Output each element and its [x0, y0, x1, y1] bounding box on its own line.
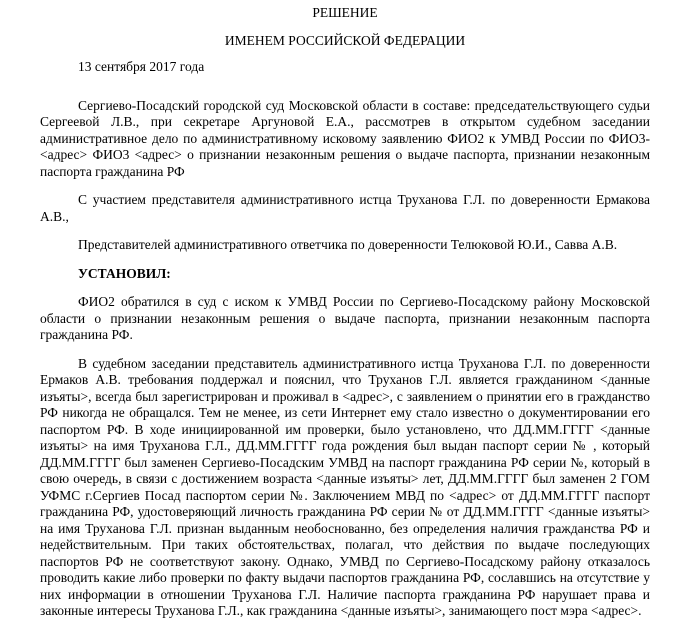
para-plaintiff-representative: С участием представителя административного истца Труханова Г.Л. по доверенности Ермакова А.В.,: [40, 192, 650, 224]
para-hearing-statement: В судебном заседании представитель административного истца Труханова Г.Л. по доверенности Ермаков А.В. требования поддержал и пояснил, что Труханов Г.Л. является гражданином <данные изъяты>, всегда был зарегистрирован и проживал в <адрес>, с заявлением о принятии его в гражданство РФ никогда не обращался. Тем не менее, из сети Интернет ему стало известно о документировании его паспортом РФ. В ходе инициированной им проверки, было установлено, что ДД.ММ.ГГГГ <данные изъяты> на имя Труханова Г.Л., ДД.ММ.ГГГГ года рождения был выдан паспорт серии № , который ДД.ММ.ГГГГ был заменен Сергиево-Посадским УМВД на паспорт гражданина РФ серии №, который в свою очередь, в связи с достижением возраста <данные изъяты> лет, ДД.ММ.ГГГГ был заменен 2 ГОМ УФМС г.Сергиев Посад паспортом серии №. Заключением МВД по <адрес> от ДД.ММ.ГГГГ паспорт гражданина РФ, удостоверяющий личность гражданина РФ серии № от ДД.ММ.ГГГГ <данные изъяты> на имя Труханова Г.Л. признан выданным необоснованно, без определения наличия гражданства РФ и недействительным. При таких обстоятельствах, полагал, что действия по выдаче последующих паспортов РФ не соответствуют закону. Однако, УМВД по Сергиево-Посадскому району отказалось проводить какие либо проверки по факту выдачи паспортов гражданина РФ, сославшись на отсутствие у них информации в отношении Труханова Г.Л. Наличие паспорта гражданина РФ нарушает права и законные интересы Труханова Г.Л., как гражданина <данные изъяты>, занимающего пост мэра <адрес>.: [40, 355, 650, 618]
decision-title: РЕШЕНИЕ: [312, 5, 378, 20]
decision-subtitle: ИМЕНЕМ РОССИЙСКОЙ ФЕДЕРАЦИИ: [224, 32, 466, 48]
para-defendant-representative: Представителей административного ответчика по доверенности Телюковой Ю.И., Савва А.В.: [78, 237, 618, 252]
para-court-composition: Сергиево-Посадский городской суд Московской области в составе: председательствующего судьи Сергеевой Л.В., при секретаре Аргуновой Е.А., рассмотрев в открытом судебном заседании административное дело по административному исковому заявлению ФИО2 к УМВД России по ФИО3-<адрес> ФИО3 <адрес> о признании незаконным решения о выдаче паспорта, признании незаконным паспорта гражданина РФ: [40, 97, 650, 179]
decision-date: 13 сентября 2017 года: [78, 59, 205, 74]
para-claim: ФИО2 обратился в суд с иском к УМВД России по Сергиево-Посадскому району Московской области о признании незаконным решения о выдаче паспорта, признании незаконным паспорта гражданина РФ.: [40, 294, 650, 342]
established-heading: УСТАНОВИЛ:: [78, 265, 171, 281]
